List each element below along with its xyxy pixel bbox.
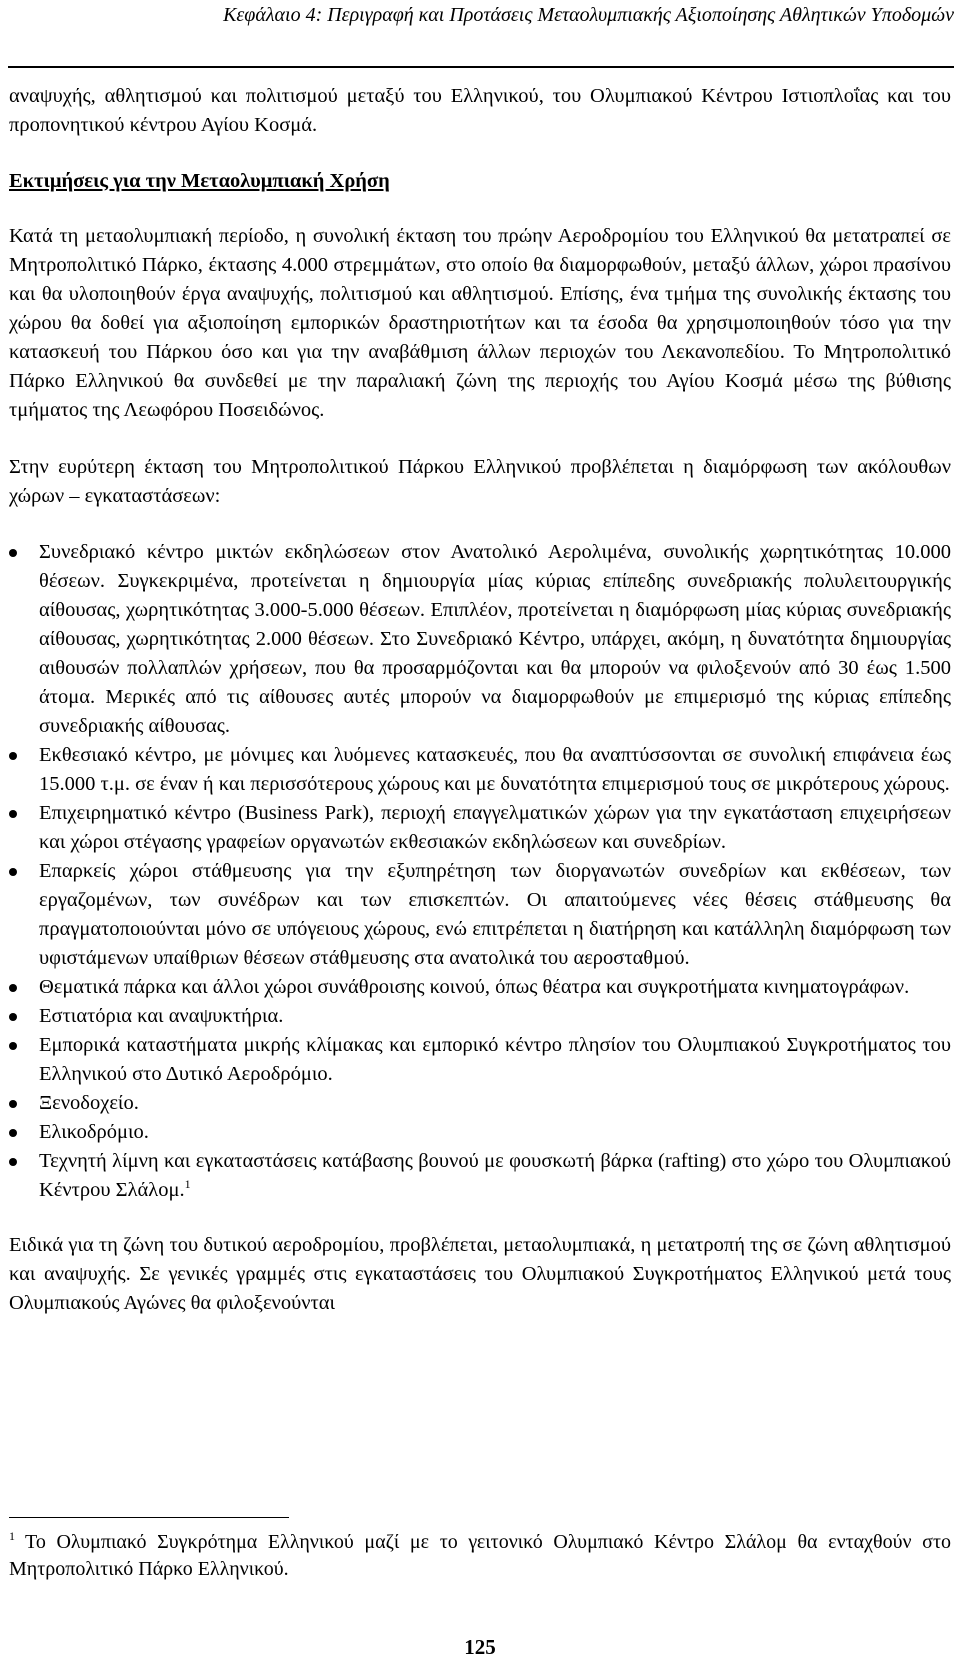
list-item: Τεχνητή λίμνη και εγκαταστάσεις κατάβασης βουνού με φουσκωτή βάρκα (rafting) στο χώρο του Ολυμπιακού Κέντρου Σλάλομ.$^1$ <box>9 1147 951 1205</box>
bullet-icon <box>9 1100 17 1108</box>
list-item: Επαρκείς χώροι στάθμευσης για την εξυπηρέτηση των διοργανωτών συνεδρίων και εκθέσεων, των εργαζομένων, των συνέδρων και των επισκεπτών. Οι απαιτούμενες νέες θέσεις στάθμευσης θα πραγματοποιούνται μόνο σε υπόγειους χώρους, ενώ επιτρέπεται η διατήρηση και κατάλληλη διαμόρφωση των υφιστάμενων υπαίθριων θέσεων στάθμευσης στα ανατολικά του αεροσταθμού. <box>9 857 951 973</box>
footnote-text: Το Ολυμπιακό Συγκρότημα Ελληνικού μαζί με το γειτονικό Ολυμπιακό Κέντρο Σλάλομ θα ενταχθούν στο Μητροπολιτικό Πάρκο Ελληνικού. <box>9 1531 951 1580</box>
footnote-separator <box>9 1517 289 1518</box>
list-item: Εμπορικά καταστήματα μικρής κλίμακας και εμπορικό κέντρο πλησίον του Ολυμπιακού Συγκροτήματος του Ελληνικού στο Δυτικό Αεροδρόμιο. <box>9 1031 951 1089</box>
intro-paragraph: αναψυχής, αθλητισμού και πολιτισμού μεταξύ του Ελληνικού, του Ολυμπιακού Κέντρου Ιστιοπλοΐας και του προπονητικού κέντρου Αγίου Κοσμά. <box>9 85 951 136</box>
bullet-icon <box>9 549 17 557</box>
footnote <box>9 1529 951 1583</box>
list-item: Επιχειρηματικό κέντρο (Business Park), περιοχή επαγγελματικών χώρων για την εγκατάσταση επιχειρήσεων και χώροι στέγασης γραφείων οργανωτών εκθεσιακών εκδηλώσεων και συνεδρίων. <box>9 799 951 857</box>
footnote-reference[interactable]: 1 <box>184 1177 191 1191</box>
paragraph-3: Ειδικά για τη ζώνη του δυτικού αεροδρομίου, προβλέπεται, μεταολυμπιακά, η μετατροπή της σε ζώνη αθλητισμού και αναψυχής. Σε γενικές γραμμές στις εγκαταστάσεις του Ολυμπιακού Συγκροτήματος Ελληνικού μετά τους Ολυμπιακούς Αγώνες θα φιλοξενούνται <box>9 1234 951 1314</box>
bullet-icon <box>9 868 17 876</box>
paragraph-2: Στην ευρύτερη έκταση του Μητροπολιτικού Πάρκου Ελληνικού προβλέπεται η διαμόρφωση των ακόλουθων χώρων – εγκαταστάσεων: <box>9 456 951 507</box>
list-item: Συνεδριακό κέντρο μικτών εκδηλώσεων στον Ανατολικό Αερολιμένα, συνολικής χωρητικότητας 10.000 θέσεων. Συγκεκριμένα, προτείνεται η δημιουργία μίας κύριας επίπεδης συνεδριακής πολυλειτουργικής αίθουσας, χωρητικότητας 3.000-5.000 θέσεων. Επιπλέον, προτείνεται η διαμόρφωση μίας κύριας συνεδριακής αίθουσας, χωρητικότητας 2.000 θέσεων. Στο Συνεδριακό Κέντρο, υπάρχει, ακόμη, η δυνατότητα δημιουργίας αιθουσών πολλαπλών χρήσεων, που θα προσαρμόζονται και θα μπορούν να φιλοξενούν από 30 έως 1.500 άτομα. Μερικές από τις αίθουσες αυτές μπορούν να διαμορφωθούν με επιμερισμό της κύριας επίπεδης συνεδριακής αίθουσας. <box>9 538 951 741</box>
list-item: Εκθεσιακό κέντρο, με μόνιμες και λυόμενες κατασκευές, που θα αναπτύσσονται σε συνολική επιφάνεια έως 15.000 τ.μ. σε έναν ή και περισσότερους χώρους και με δυνατότητα επιμερισμού τους σε μικρότερους χώρους. <box>9 741 951 799</box>
bullet-icon <box>9 1129 17 1137</box>
bullet-icon <box>9 1042 17 1050</box>
bullet-icon <box>9 1158 17 1166</box>
list-item: Ξενοδοχείο. <box>9 1089 951 1118</box>
paragraph-1: Κατά τη μεταολυμπιακή περίοδο, η συνολική έκταση του πρώην Αεροδρομίου του Ελληνικού θα μετατραπεί σε Μητροπολιτικό Πάρκο, έκτασης 4.000 στρεμμάτων, στο οποίο θα διαμορφωθούν, μεταξύ άλλων, χώροι πρασίνου και θα υλοποιηθούν έργα αναψυχής, πολιτισμού και αθλητισμού. Επίσης, ένα τμήμα της συνολικής έκτασης του χώρου θα δοθεί για αξιοποίηση εμπορικών δραστηριοτήτων και τα έσοδα θα χρησιμοποιηθούν τόσο για την κατασκευή του Πάρκου όσο και για την αναβάθμιση άλλων περιοχών του Λεκανοπεδίου. Το Μητροπολιτικό Πάρκο Ελληνικού θα συνδεθεί με την παραλιακή ζώνη της περιοχής του Αγίου Κοσμά μέσω της βύθισης τμήματος της Λεωφόρου Ποσειδώνος. <box>9 225 951 421</box>
running-header: Κεφάλαιο 4: Περιγραφή και Προτάσεις Μεταολυμπιακής Αξιοποίησης Αθλητικών Υποδομών <box>223 4 954 26</box>
bullet-icon <box>9 1013 17 1021</box>
facilities-list <box>9 538 951 1205</box>
bullet-icon <box>9 752 17 760</box>
bullet-icon <box>9 984 17 992</box>
bullet-icon <box>9 810 17 818</box>
section-heading: Εκτιμήσεις για την Μεταολυμπιακή Χρήση <box>9 170 390 192</box>
list-item: Εστιατόρια και αναψυκτήρια. <box>9 1002 951 1031</box>
footnote-number: 1 <box>9 1529 15 1543</box>
page-number: 125 <box>464 1635 496 1659</box>
page-body <box>9 82 951 1318</box>
list-item: Θεματικά πάρκα και άλλοι χώροι συνάθροισης κοινού, όπως θέατρα και συγκροτήματα κινηματογράφων. <box>9 973 951 1002</box>
list-item: Ελικοδρόμιο. <box>9 1118 951 1147</box>
header-rule <box>8 66 954 68</box>
